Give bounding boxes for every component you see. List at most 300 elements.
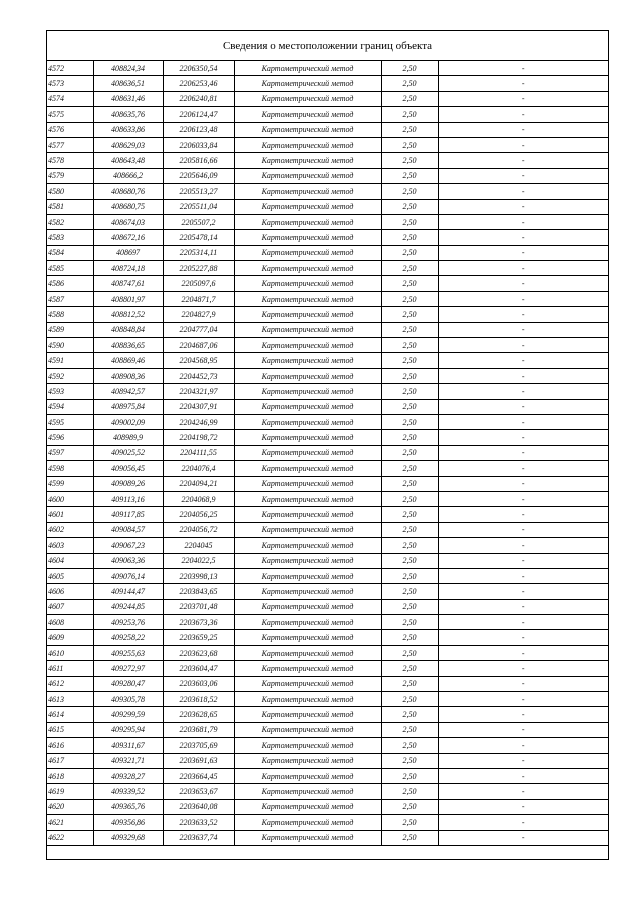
x-coordinate-cell: 408908,36 [93, 368, 163, 383]
table-row [47, 307, 608, 322]
table-row [47, 76, 608, 91]
point-number-cell: 4607 [47, 599, 93, 614]
y-coordinate-cell: 2205507,2 [163, 214, 234, 229]
table-row [47, 214, 608, 229]
y-coordinate-cell: 2203705,69 [163, 738, 234, 753]
precision-cell: 2,50 [381, 445, 438, 460]
y-coordinate-cell: 2204871,7 [163, 291, 234, 306]
point-number-cell: 4615 [47, 722, 93, 737]
table-row [47, 122, 608, 137]
x-coordinate-cell: 408975,84 [93, 399, 163, 414]
method-cell: Картометрический метод [234, 245, 381, 260]
precision-cell: 2,50 [381, 107, 438, 122]
y-coordinate-cell: 2203637,74 [163, 830, 234, 845]
description-cell: - [438, 799, 608, 814]
x-coordinate-cell: 409076,14 [93, 568, 163, 583]
precision-cell: 2,50 [381, 522, 438, 537]
method-cell: Картометрический метод [234, 384, 381, 399]
x-coordinate-cell: 408631,46 [93, 91, 163, 106]
table-row [47, 230, 608, 245]
table-row [47, 738, 608, 753]
description-cell: - [438, 353, 608, 368]
method-cell: Картометрический метод [234, 399, 381, 414]
description-cell: - [438, 322, 608, 337]
description-cell: - [438, 184, 608, 199]
point-number-cell: 4611 [47, 661, 93, 676]
x-coordinate-cell: 408836,65 [93, 338, 163, 353]
precision-cell: 2,50 [381, 122, 438, 137]
table-row [47, 199, 608, 214]
table-title: Сведения о местоположении границ объекта [47, 31, 608, 61]
description-cell: - [438, 538, 608, 553]
x-coordinate-cell: 409113,16 [93, 491, 163, 506]
x-coordinate-cell: 408697 [93, 245, 163, 260]
precision-cell: 2,50 [381, 214, 438, 229]
point-number-cell: 4590 [47, 338, 93, 353]
y-coordinate-cell: 2206123,48 [163, 122, 234, 137]
precision-cell: 2,50 [381, 261, 438, 276]
y-coordinate-cell: 2205097,6 [163, 276, 234, 291]
y-coordinate-cell: 2203618,52 [163, 692, 234, 707]
description-cell: - [438, 615, 608, 630]
method-cell: Картометрический метод [234, 507, 381, 522]
point-number-cell: 4589 [47, 322, 93, 337]
y-coordinate-cell: 2205227,88 [163, 261, 234, 276]
y-coordinate-cell: 2203681,79 [163, 722, 234, 737]
point-number-cell: 4594 [47, 399, 93, 414]
x-coordinate-cell: 409056,45 [93, 461, 163, 476]
y-coordinate-cell: 2205511,04 [163, 199, 234, 214]
method-cell: Картометрический метод [234, 338, 381, 353]
x-coordinate-cell: 409328,27 [93, 768, 163, 783]
point-number-cell: 4584 [47, 245, 93, 260]
x-coordinate-cell: 409089,26 [93, 476, 163, 491]
precision-cell: 2,50 [381, 692, 438, 707]
precision-cell: 2,50 [381, 137, 438, 152]
description-cell: - [438, 230, 608, 245]
precision-cell: 2,50 [381, 538, 438, 553]
description-cell: - [438, 553, 608, 568]
table-row [47, 522, 608, 537]
method-cell: Картометрический метод [234, 322, 381, 337]
description-cell: - [438, 199, 608, 214]
x-coordinate-cell: 409321,71 [93, 753, 163, 768]
point-number-cell: 4608 [47, 615, 93, 630]
point-number-cell: 4572 [47, 61, 93, 76]
point-number-cell: 4599 [47, 476, 93, 491]
table-row [47, 353, 608, 368]
y-coordinate-cell: 2204068,9 [163, 491, 234, 506]
y-coordinate-cell: 2204045 [163, 538, 234, 553]
precision-cell: 2,50 [381, 430, 438, 445]
description-cell: - [438, 61, 608, 76]
table-row [47, 830, 608, 845]
precision-cell: 2,50 [381, 553, 438, 568]
x-coordinate-cell: 408724,18 [93, 261, 163, 276]
table-row [47, 338, 608, 353]
y-coordinate-cell: 2204452,73 [163, 368, 234, 383]
point-number-cell: 4575 [47, 107, 93, 122]
precision-cell: 2,50 [381, 153, 438, 168]
description-cell: - [438, 245, 608, 260]
table-row [47, 753, 608, 768]
description-cell: - [438, 399, 608, 414]
description-cell: - [438, 368, 608, 383]
table-row [47, 799, 608, 814]
method-cell: Картометрический метод [234, 599, 381, 614]
description-cell: - [438, 768, 608, 783]
table-row [47, 676, 608, 691]
y-coordinate-cell: 2204111,55 [163, 445, 234, 460]
description-cell: - [438, 568, 608, 583]
precision-cell: 2,50 [381, 276, 438, 291]
precision-cell: 2,50 [381, 368, 438, 383]
precision-cell: 2,50 [381, 568, 438, 583]
description-cell: - [438, 307, 608, 322]
precision-cell: 2,50 [381, 245, 438, 260]
method-cell: Картометрический метод [234, 799, 381, 814]
table-row [47, 276, 608, 291]
table-row [47, 461, 608, 476]
precision-cell: 2,50 [381, 307, 438, 322]
table-row [47, 692, 608, 707]
x-coordinate-cell: 408672,16 [93, 230, 163, 245]
y-coordinate-cell: 2205314,11 [163, 245, 234, 260]
table-row [47, 322, 608, 337]
description-cell: - [438, 137, 608, 152]
method-cell: Картометрический метод [234, 261, 381, 276]
method-cell: Картометрический метод [234, 137, 381, 152]
y-coordinate-cell: 2203628,65 [163, 707, 234, 722]
table-row [47, 615, 608, 630]
precision-cell: 2,50 [381, 676, 438, 691]
x-coordinate-cell: 409299,59 [93, 707, 163, 722]
y-coordinate-cell: 2204056,72 [163, 522, 234, 537]
x-coordinate-cell: 409255,63 [93, 645, 163, 660]
x-coordinate-cell: 409025,52 [93, 445, 163, 460]
description-cell: - [438, 338, 608, 353]
x-coordinate-cell: 409084,57 [93, 522, 163, 537]
description-cell: - [438, 707, 608, 722]
precision-cell: 2,50 [381, 615, 438, 630]
precision-cell: 2,50 [381, 399, 438, 414]
x-coordinate-cell: 408629,03 [93, 137, 163, 152]
method-cell: Картометрический метод [234, 522, 381, 537]
table-row [47, 430, 608, 445]
point-number-cell: 4587 [47, 291, 93, 306]
method-cell: Картометрический метод [234, 122, 381, 137]
precision-cell: 2,50 [381, 414, 438, 429]
point-number-cell: 4610 [47, 645, 93, 660]
x-coordinate-cell: 409002,09 [93, 414, 163, 429]
method-cell: Картометрический метод [234, 107, 381, 122]
precision-cell: 2,50 [381, 753, 438, 768]
method-cell: Картометрический метод [234, 568, 381, 583]
description-cell: - [438, 476, 608, 491]
table-row [47, 261, 608, 276]
method-cell: Картометрический метод [234, 784, 381, 799]
method-cell: Картометрический метод [234, 276, 381, 291]
x-coordinate-cell: 409258,22 [93, 630, 163, 645]
method-cell: Картометрический метод [234, 168, 381, 183]
description-cell: - [438, 584, 608, 599]
point-number-cell: 4585 [47, 261, 93, 276]
x-coordinate-cell: 408801,97 [93, 291, 163, 306]
table-row [47, 645, 608, 660]
y-coordinate-cell: 2204687,06 [163, 338, 234, 353]
coordinates-table-body [47, 61, 608, 845]
y-coordinate-cell: 2206350,54 [163, 61, 234, 76]
x-coordinate-cell: 409067,23 [93, 538, 163, 553]
x-coordinate-cell: 408869,46 [93, 353, 163, 368]
table-row [47, 291, 608, 306]
point-number-cell: 4596 [47, 430, 93, 445]
method-cell: Картометрический метод [234, 738, 381, 753]
table-row [47, 584, 608, 599]
table-row [47, 722, 608, 737]
point-number-cell: 4586 [47, 276, 93, 291]
description-cell: - [438, 107, 608, 122]
x-coordinate-cell: 408747,61 [93, 276, 163, 291]
table-row [47, 153, 608, 168]
method-cell: Картометрический метод [234, 491, 381, 506]
method-cell: Картометрический метод [234, 353, 381, 368]
y-coordinate-cell: 2203640,08 [163, 799, 234, 814]
point-number-cell: 4603 [47, 538, 93, 553]
precision-cell: 2,50 [381, 338, 438, 353]
y-coordinate-cell: 2204022,5 [163, 553, 234, 568]
description-cell: - [438, 122, 608, 137]
precision-cell: 2,50 [381, 630, 438, 645]
description-cell: - [438, 630, 608, 645]
description-cell: - [438, 645, 608, 660]
point-number-cell: 4613 [47, 692, 93, 707]
description-cell: - [438, 168, 608, 183]
table-row [47, 630, 608, 645]
point-number-cell: 4600 [47, 491, 93, 506]
method-cell: Картометрический метод [234, 414, 381, 429]
method-cell: Картометрический метод [234, 199, 381, 214]
point-number-cell: 4583 [47, 230, 93, 245]
point-number-cell: 4619 [47, 784, 93, 799]
method-cell: Картометрический метод [234, 584, 381, 599]
table-row [47, 368, 608, 383]
y-coordinate-cell: 2205513,27 [163, 184, 234, 199]
y-coordinate-cell: 2204094,21 [163, 476, 234, 491]
table-row [47, 553, 608, 568]
x-coordinate-cell: 409253,76 [93, 615, 163, 630]
description-cell: - [438, 599, 608, 614]
point-number-cell: 4595 [47, 414, 93, 429]
precision-cell: 2,50 [381, 91, 438, 106]
precision-cell: 2,50 [381, 830, 438, 845]
y-coordinate-cell: 2205646,09 [163, 168, 234, 183]
precision-cell: 2,50 [381, 476, 438, 491]
y-coordinate-cell: 2203623,68 [163, 645, 234, 660]
y-coordinate-cell: 2203673,36 [163, 615, 234, 630]
description-cell: - [438, 491, 608, 506]
point-number-cell: 4620 [47, 799, 93, 814]
description-cell: - [438, 815, 608, 830]
point-number-cell: 4576 [47, 122, 93, 137]
x-coordinate-cell: 408680,75 [93, 199, 163, 214]
method-cell: Картометрический метод [234, 461, 381, 476]
precision-cell: 2,50 [381, 722, 438, 737]
y-coordinate-cell: 2203659,25 [163, 630, 234, 645]
y-coordinate-cell: 2206124,47 [163, 107, 234, 122]
method-cell: Картометрический метод [234, 538, 381, 553]
y-coordinate-cell: 2203653,67 [163, 784, 234, 799]
point-number-cell: 4573 [47, 76, 93, 91]
x-coordinate-cell: 409305,78 [93, 692, 163, 707]
description-cell: - [438, 91, 608, 106]
method-cell: Картометрический метод [234, 291, 381, 306]
y-coordinate-cell: 2206253,46 [163, 76, 234, 91]
table-row [47, 445, 608, 460]
description-cell: - [438, 445, 608, 460]
x-coordinate-cell: 408643,48 [93, 153, 163, 168]
method-cell: Картометрический метод [234, 476, 381, 491]
point-number-cell: 4601 [47, 507, 93, 522]
table-row [47, 815, 608, 830]
table-row [47, 768, 608, 783]
method-cell: Картометрический метод [234, 661, 381, 676]
point-number-cell: 4578 [47, 153, 93, 168]
table-row [47, 476, 608, 491]
method-cell: Картометрический метод [234, 692, 381, 707]
method-cell: Картометрический метод [234, 707, 381, 722]
description-cell: - [438, 153, 608, 168]
y-coordinate-cell: 2204777,04 [163, 322, 234, 337]
x-coordinate-cell: 409280,47 [93, 676, 163, 691]
table-row [47, 414, 608, 429]
x-coordinate-cell: 408824,34 [93, 61, 163, 76]
table-row [47, 538, 608, 553]
point-number-cell: 4593 [47, 384, 93, 399]
table-row [47, 599, 608, 614]
description-cell: - [438, 738, 608, 753]
point-number-cell: 4604 [47, 553, 93, 568]
x-coordinate-cell: 409339,52 [93, 784, 163, 799]
x-coordinate-cell: 409272,97 [93, 661, 163, 676]
method-cell: Картометрический метод [234, 153, 381, 168]
y-coordinate-cell: 2205478,14 [163, 230, 234, 245]
method-cell: Картометрический метод [234, 553, 381, 568]
precision-cell: 2,50 [381, 815, 438, 830]
method-cell: Картометрический метод [234, 307, 381, 322]
precision-cell: 2,50 [381, 491, 438, 506]
x-coordinate-cell: 408674,03 [93, 214, 163, 229]
point-number-cell: 4574 [47, 91, 93, 106]
description-cell: - [438, 830, 608, 845]
precision-cell: 2,50 [381, 461, 438, 476]
description-cell: - [438, 692, 608, 707]
precision-cell: 2,50 [381, 768, 438, 783]
description-cell: - [438, 461, 608, 476]
table-row [47, 784, 608, 799]
method-cell: Картометрический метод [234, 214, 381, 229]
x-coordinate-cell: 409311,67 [93, 738, 163, 753]
point-number-cell: 4579 [47, 168, 93, 183]
method-cell: Картометрический метод [234, 630, 381, 645]
method-cell: Картометрический метод [234, 445, 381, 460]
point-number-cell: 4614 [47, 707, 93, 722]
method-cell: Картометрический метод [234, 722, 381, 737]
method-cell: Картометрический метод [234, 76, 381, 91]
method-cell: Картометрический метод [234, 61, 381, 76]
point-number-cell: 4617 [47, 753, 93, 768]
description-cell: - [438, 261, 608, 276]
x-coordinate-cell: 408680,76 [93, 184, 163, 199]
y-coordinate-cell: 2203691,63 [163, 753, 234, 768]
x-coordinate-cell: 408942,57 [93, 384, 163, 399]
y-coordinate-cell: 2203603,06 [163, 676, 234, 691]
description-cell: - [438, 76, 608, 91]
y-coordinate-cell: 2203604,47 [163, 661, 234, 676]
method-cell: Картометрический метод [234, 430, 381, 445]
table-row [47, 245, 608, 260]
y-coordinate-cell: 2204246,99 [163, 414, 234, 429]
point-number-cell: 4577 [47, 137, 93, 152]
table-row [47, 384, 608, 399]
description-cell: - [438, 414, 608, 429]
y-coordinate-cell: 2205816,66 [163, 153, 234, 168]
precision-cell: 2,50 [381, 322, 438, 337]
x-coordinate-cell: 409365,76 [93, 799, 163, 814]
x-coordinate-cell: 409356,86 [93, 815, 163, 830]
x-coordinate-cell: 409117,85 [93, 507, 163, 522]
method-cell: Картометрический метод [234, 615, 381, 630]
y-coordinate-cell: 2203843,65 [163, 584, 234, 599]
x-coordinate-cell: 408848,84 [93, 322, 163, 337]
description-cell: - [438, 784, 608, 799]
x-coordinate-cell: 408666,2 [93, 168, 163, 183]
point-number-cell: 4609 [47, 630, 93, 645]
point-number-cell: 4598 [47, 461, 93, 476]
y-coordinate-cell: 2206240,81 [163, 91, 234, 106]
point-number-cell: 4621 [47, 815, 93, 830]
precision-cell: 2,50 [381, 784, 438, 799]
method-cell: Картометрический метод [234, 91, 381, 106]
table-row [47, 137, 608, 152]
precision-cell: 2,50 [381, 584, 438, 599]
point-number-cell: 4597 [47, 445, 93, 460]
precision-cell: 2,50 [381, 645, 438, 660]
table-row [47, 491, 608, 506]
precision-cell: 2,50 [381, 61, 438, 76]
method-cell: Картометрический метод [234, 815, 381, 830]
precision-cell: 2,50 [381, 661, 438, 676]
description-cell: - [438, 384, 608, 399]
table-row [47, 61, 608, 76]
table-row [47, 568, 608, 583]
description-cell: - [438, 522, 608, 537]
y-coordinate-cell: 2203998,13 [163, 568, 234, 583]
y-coordinate-cell: 2203664,45 [163, 768, 234, 783]
table-row [47, 91, 608, 106]
method-cell: Картометрический метод [234, 676, 381, 691]
description-cell: - [438, 276, 608, 291]
method-cell: Картометрический метод [234, 645, 381, 660]
x-coordinate-cell: 408633,86 [93, 122, 163, 137]
point-number-cell: 4592 [47, 368, 93, 383]
description-cell: - [438, 430, 608, 445]
table-row [47, 661, 608, 676]
y-coordinate-cell: 2203701,48 [163, 599, 234, 614]
x-coordinate-cell: 409063,36 [93, 553, 163, 568]
method-cell: Картометрический метод [234, 768, 381, 783]
point-number-cell: 4605 [47, 568, 93, 583]
